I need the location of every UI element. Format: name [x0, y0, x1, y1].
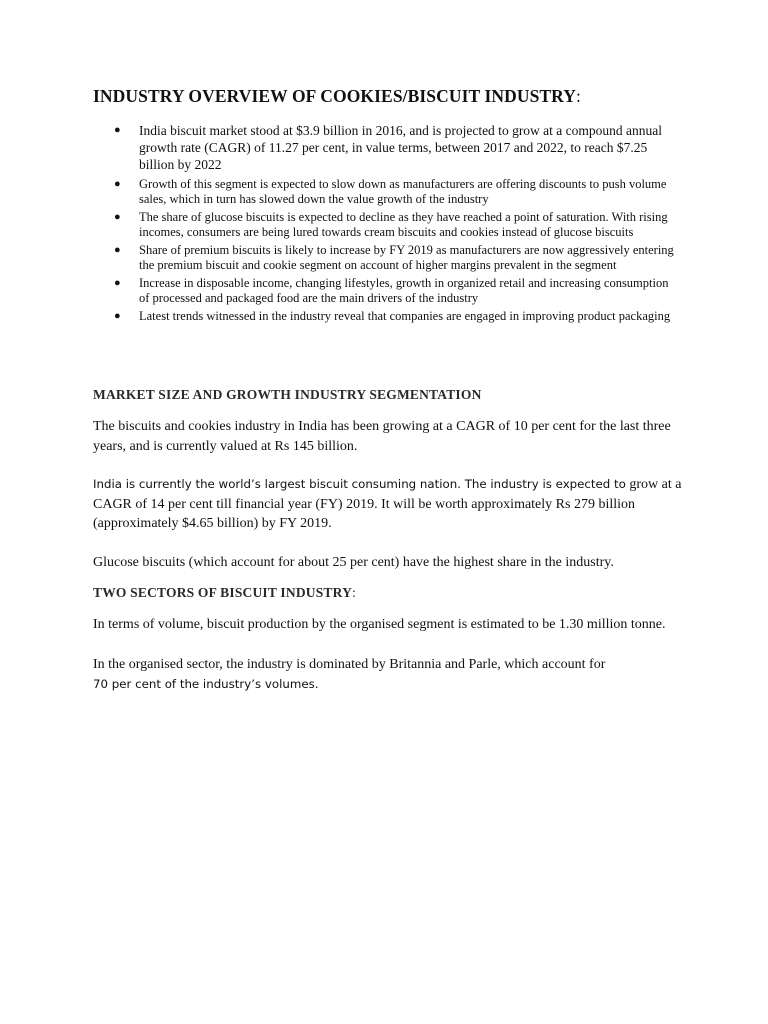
- market-size-paragraph-2-rest: grow at a CAGR of 14 per cent till financial year (FY) 2019. It will be worth approximately Rs 279 billion (approximately $4.65 billion) by FY 2019.: [93, 477, 682, 531]
- bullet-dot-icon: ●: [114, 277, 121, 289]
- bullet-dot-icon: ●: [114, 310, 121, 322]
- market-size-paragraph-2: [93, 475, 683, 534]
- bullet-text: Share of premium biscuits is likely to increase by FY 2019 as manufacturers are now aggressively entering the premium biscuit and cookie segment on account of higher margins prevalent in the segment: [139, 243, 674, 272]
- two-sectors-paragraph-2: [93, 655, 683, 694]
- market-size-paragraph-2-lead: India is currently the world’s largest biscuit consuming nation. The industry is expected to: [93, 477, 626, 491]
- document-title-text: INDUSTRY OVERVIEW OF COOKIES/BISCUIT INDUSTRY: [93, 86, 577, 106]
- bullet-text: India biscuit market stood at $3.9 billion in 2016, and is projected to grow at a compound annual growth rate (CAGR) of 11.27 per cent, in value terms, between 2017 and 2022, to reach $7.25 billion by 2022: [139, 123, 663, 172]
- bullet-item: [112, 210, 682, 240]
- bullet-dot-icon: ●: [114, 211, 121, 223]
- bullet-dot-icon: ●: [114, 244, 121, 256]
- bullet-item: [112, 276, 682, 306]
- market-size-heading: MARKET SIZE AND GROWTH INDUSTRY SEGMENTATION: [93, 387, 482, 402]
- bullet-item: [112, 243, 682, 273]
- bullet-item: [112, 177, 682, 207]
- bullet-text: Increase in disposable income, changing lifestyles, growth in organized retail and increasing consumption of processed and packaged food are the main drivers of the industry: [139, 276, 669, 305]
- document-title: [93, 86, 713, 107]
- two-sectors-paragraph-2-start: In the organised sector, the industry is dominated by Britannia and Parle, which account for: [93, 657, 606, 672]
- overview-bullet-list: [112, 122, 682, 327]
- market-size-paragraph-3: Glucose biscuits (which account for about 25 per cent) have the highest share in the industry.: [93, 555, 614, 570]
- bullet-text: Growth of this segment is expected to slow down as manufacturers are offering discounts to push volume sales, which in turn has slowed down the value growth of the industry: [139, 177, 667, 206]
- bullet-text: The share of glucose biscuits is expected to decline as they have reached a point of saturation. With rising incomes, consumers are being lured towards cream biscuits and cookies instead of glucose biscuits: [139, 210, 668, 239]
- two-sectors-heading-text: TWO SECTORS OF BISCUIT INDUSTRY: [93, 585, 353, 600]
- bullet-item: [112, 309, 682, 324]
- two-sectors-paragraph-2-end: 70 per cent of the industry’s volumes.: [93, 676, 319, 691]
- bullet-item: [112, 122, 682, 173]
- market-size-paragraph-1: The biscuits and cookies industry in India has been growing at a CAGR of 10 per cent for the last three years, and is currently valued at Rs 145 billion.: [93, 419, 671, 454]
- two-sectors-heading: [93, 585, 356, 601]
- bullet-text: Latest trends witnessed in the industry reveal that companies are engaged in improving product packaging: [139, 309, 671, 323]
- bullet-dot-icon: ●: [114, 124, 121, 136]
- document-title-colon: :: [576, 86, 582, 106]
- two-sectors-paragraph-1: In terms of volume, biscuit production by the organised segment is estimated to be 1.30 million tonne.: [93, 617, 666, 632]
- bullet-dot-icon: ●: [114, 178, 121, 190]
- two-sectors-heading-colon: :: [352, 585, 357, 600]
